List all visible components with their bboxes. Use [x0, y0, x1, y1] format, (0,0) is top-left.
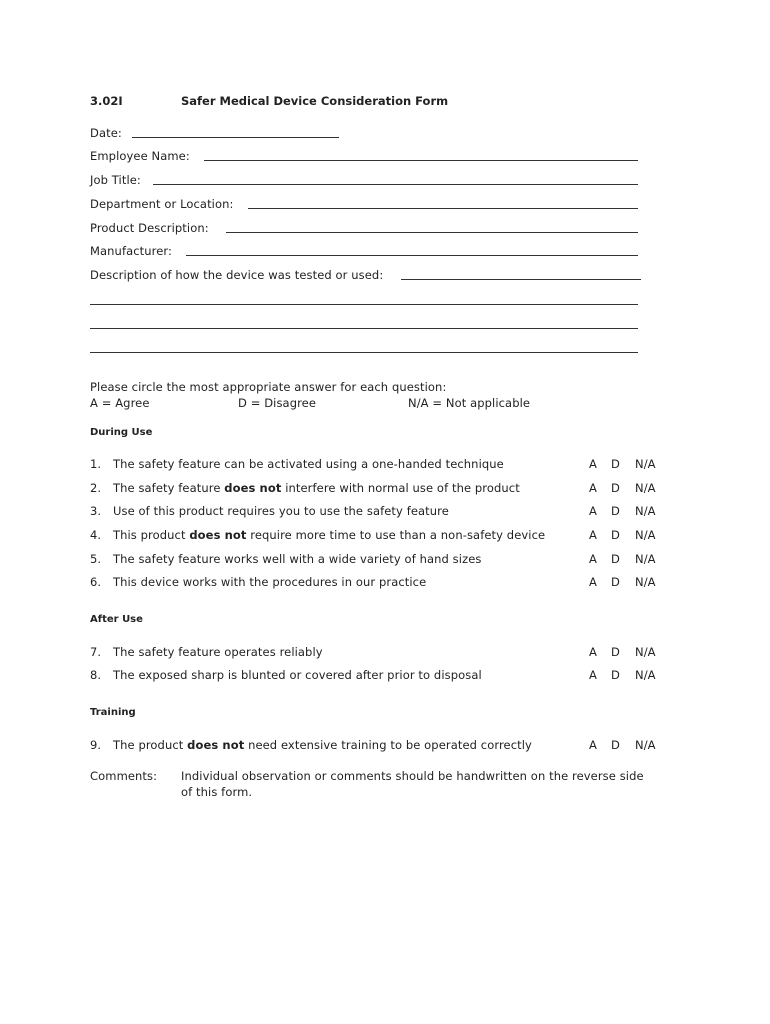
question-number: 3. [90, 504, 102, 518]
question-text: The exposed sharp is blunted or covered after prior to disposal [113, 668, 482, 682]
legend-agree: A = Agree [90, 396, 150, 410]
answer-agree[interactable]: A [589, 738, 597, 752]
comments-text-line-1: Individual observation or comments should be handwritten on the reverse side [181, 769, 644, 783]
question-text: Use of this product requires you to use the safety feature [113, 504, 449, 518]
test-description-line-3[interactable] [90, 328, 638, 329]
date-field[interactable] [132, 137, 339, 138]
answer-agree[interactable]: A [589, 575, 597, 589]
question-number: 5. [90, 552, 102, 566]
manufacturer-field[interactable] [186, 255, 638, 256]
question-text: The safety feature can be activated using a one-handed technique [113, 457, 504, 471]
question-text: The safety feature works well with a wide variety of hand sizes [113, 552, 482, 566]
test-description-field[interactable] [401, 279, 641, 280]
question-number: 6. [90, 575, 102, 589]
test-description-label: Description of how the device was tested or used: [90, 268, 384, 282]
answer-disagree[interactable]: D [611, 668, 620, 682]
answer-disagree[interactable]: D [611, 457, 620, 471]
section-after-use: After Use [90, 614, 143, 625]
employee-name-field[interactable] [204, 160, 638, 161]
answer-disagree[interactable]: D [611, 481, 620, 495]
question-number: 4. [90, 528, 102, 542]
question-number: 2. [90, 481, 102, 495]
answer-agree[interactable]: A [589, 481, 597, 495]
question-number: 7. [90, 645, 102, 659]
answer-disagree[interactable]: D [611, 504, 620, 518]
answer-na[interactable]: N/A [635, 457, 656, 471]
answer-na[interactable]: N/A [635, 645, 656, 659]
question-number: 8. [90, 668, 102, 682]
legend-disagree: D = Disagree [238, 396, 317, 410]
date-label: Date: [90, 126, 122, 140]
answer-disagree[interactable]: D [611, 575, 620, 589]
answer-disagree[interactable]: D [611, 645, 620, 659]
test-description-line-2[interactable] [90, 304, 638, 305]
question-text: The product does not need extensive training to be operated correctly [113, 738, 532, 752]
instructions-text: Please circle the most appropriate answer for each question: [90, 380, 447, 394]
question-text: The safety feature operates reliably [113, 645, 323, 659]
answer-agree[interactable]: A [589, 457, 597, 471]
product-description-label: Product Description: [90, 221, 209, 235]
product-description-field[interactable] [226, 232, 638, 233]
answer-agree[interactable]: A [589, 504, 597, 518]
answer-disagree[interactable]: D [611, 738, 620, 752]
answer-agree[interactable]: A [589, 528, 597, 542]
legend-na: N/A = Not applicable [408, 396, 531, 410]
form-code: 3.02I [90, 94, 123, 108]
employee-name-label: Employee Name: [90, 149, 190, 163]
answer-na[interactable]: N/A [635, 481, 656, 495]
department-field[interactable] [248, 208, 638, 209]
answer-agree[interactable]: A [589, 552, 597, 566]
job-title-label: Job Title: [90, 173, 141, 187]
answer-na[interactable]: N/A [635, 528, 656, 542]
answer-disagree[interactable]: D [611, 528, 620, 542]
department-label: Department or Location: [90, 197, 234, 211]
comments-text-line-2: of this form. [181, 785, 253, 799]
question-number: 9. [90, 738, 102, 752]
answer-disagree[interactable]: D [611, 552, 620, 566]
answer-na[interactable]: N/A [635, 504, 656, 518]
section-training: Training [90, 707, 136, 718]
question-number: 1. [90, 457, 102, 471]
form-title: Safer Medical Device Consideration Form [181, 94, 449, 108]
answer-na[interactable]: N/A [635, 738, 656, 752]
question-text: This device works with the procedures in our practice [113, 575, 427, 589]
job-title-field[interactable] [153, 184, 638, 185]
question-text: This product does not require more time to use than a non-safety device [113, 528, 546, 542]
answer-na[interactable]: N/A [635, 668, 656, 682]
comments-label: Comments: [90, 769, 158, 783]
answer-na[interactable]: N/A [635, 552, 656, 566]
answer-agree[interactable]: A [589, 645, 597, 659]
manufacturer-label: Manufacturer: [90, 244, 173, 258]
answer-na[interactable]: N/A [635, 575, 656, 589]
answer-agree[interactable]: A [589, 668, 597, 682]
section-during-use: During Use [90, 427, 153, 438]
test-description-line-4[interactable] [90, 352, 638, 353]
question-text: The safety feature does not interfere with normal use of the product [113, 481, 520, 495]
